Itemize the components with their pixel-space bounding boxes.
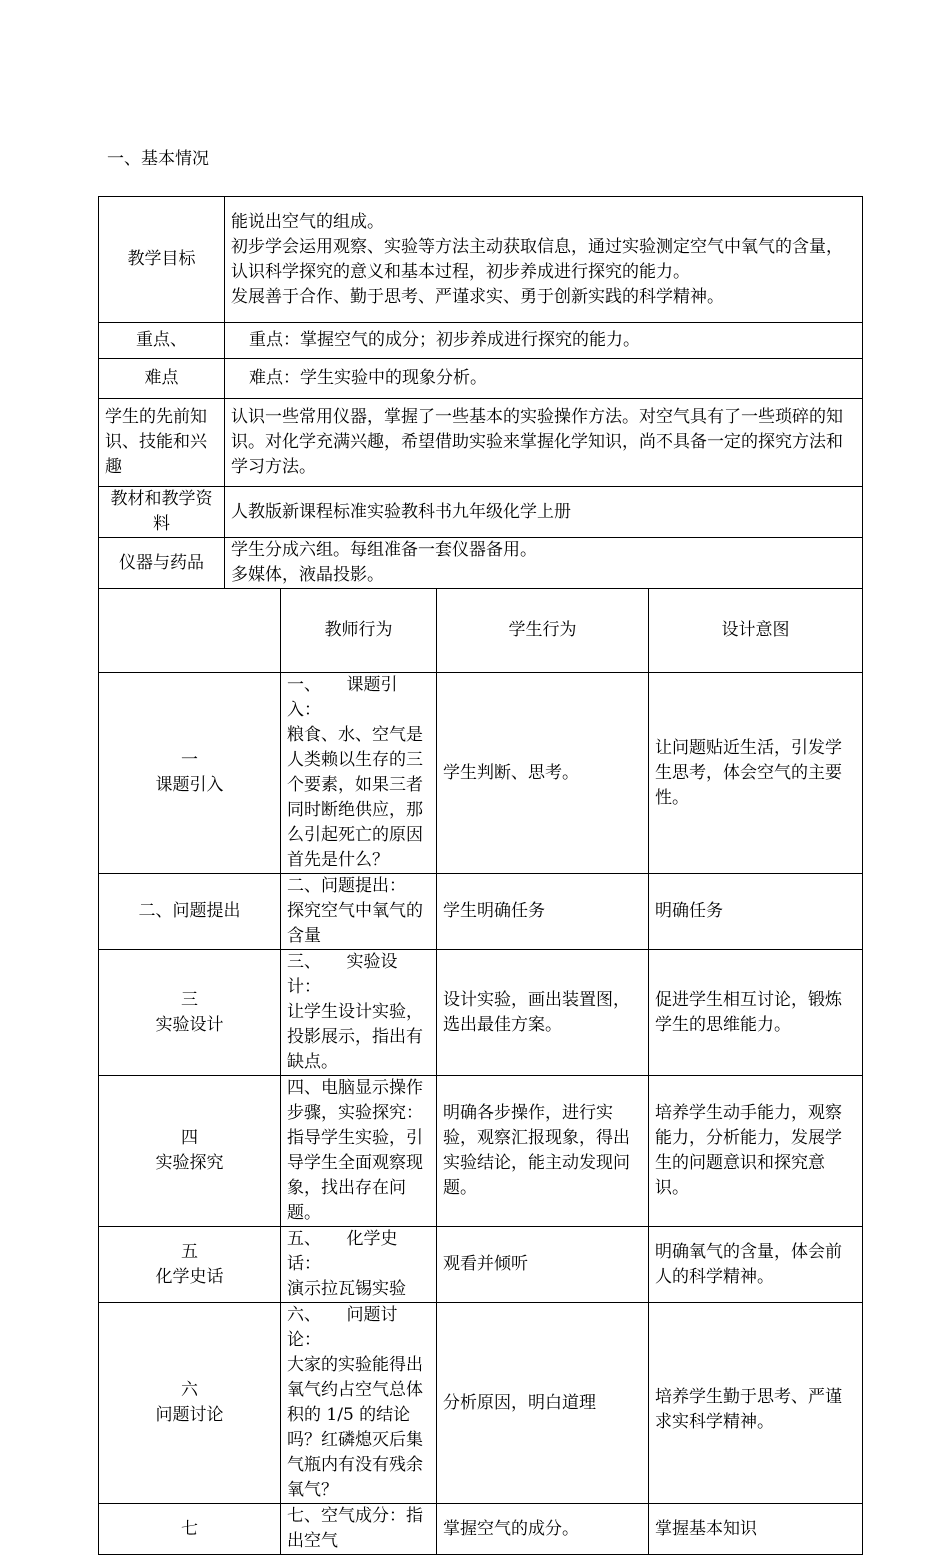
section-heading: 一、基本情况 (107, 149, 209, 169)
teacher-cell (281, 1504, 437, 1555)
stage-title: 实验设计 (155, 1014, 224, 1035)
stage-number: 五 (181, 1241, 198, 1262)
objective-line: 能说出空气的组成。 (231, 211, 384, 232)
objectives-label: 教学目标 (99, 197, 225, 323)
stage-cell (99, 1504, 281, 1555)
prior-knowledge-content: 认识一些常用仪器，掌握了一些基本的实验操作方法。对空气具有了一些琐碎的知识。对化学充满兴趣，希望借助实验来掌握化学知识，尚不具备一定的探究方法和学习方法。 (225, 399, 863, 487)
intent-cell: 培养学生动手能力，观察能力，分析能力，发展学生的问题意识和探究意识。 (649, 1076, 863, 1227)
teacher-line: 四、电脑显示操作步骤，实验探究：指导学生实验，引导学生全面观察现象，找出存在问题。 (287, 1078, 423, 1223)
teacher-cell (281, 1303, 437, 1504)
teacher-cell (281, 1076, 437, 1227)
stage-title: 实验探究 (155, 1153, 224, 1173)
stage-cell (99, 1076, 281, 1227)
materials-row (99, 487, 863, 538)
stage-header (99, 589, 281, 673)
stage-cell (99, 950, 281, 1076)
intent-cell: 明确任务 (649, 874, 863, 950)
teacher-header: 教师行为 (281, 589, 437, 673)
teacher-cell (281, 673, 437, 874)
stage-number: 四 (181, 1128, 198, 1148)
process-row (99, 874, 863, 950)
teacher-cell (281, 1227, 437, 1303)
stage-title: 课题引入 (155, 775, 224, 795)
teacher-line: 六、 问题讨论： (287, 1305, 398, 1350)
equipment-line: 多媒体，液晶投影。 (231, 565, 384, 585)
stage-title: 二、问题提出 (138, 901, 241, 921)
intent-header: 设计意图 (649, 589, 863, 673)
difficulty-label: 难点 (99, 359, 225, 399)
teacher-line: 让学生设计实验，投影展示，指出有缺点。 (287, 1002, 423, 1072)
key-point-content: 重点：掌握空气的成分；初步养成进行探究的能力。 (225, 323, 863, 359)
equipment-row (99, 538, 863, 589)
objectives-row (99, 197, 863, 323)
stage-cell (99, 874, 281, 950)
student-cell: 学生判断、思考。 (437, 673, 649, 874)
teacher-line: 探究空气中氧气的含量 (287, 901, 423, 946)
intent-cell: 让问题贴近生活，引发学生思考，体会空气的主要性。 (649, 673, 863, 874)
teacher-line: 五、 化学史话： (287, 1229, 398, 1274)
teacher-line: 三、 实验设计： (287, 952, 398, 997)
stage-number: 六 (181, 1380, 198, 1400)
difficulty-content: 难点：学生实验中的现象分析。 (225, 359, 863, 399)
teacher-line: 大家的实验能得出氧气约占空气总体积的 1/5 的结论吗？红磷熄灭后集气瓶内有没有残余氧气？ (287, 1355, 423, 1500)
stage-number: 一 (181, 750, 198, 770)
process-row (99, 673, 863, 874)
equipment-content (225, 538, 863, 589)
key-point-row (99, 323, 863, 359)
stage-title: 问题讨论 (155, 1405, 224, 1425)
stage-title: 化学史话 (155, 1266, 224, 1287)
process-header-row (99, 589, 863, 673)
stage-cell (99, 673, 281, 874)
teacher-line: 粮食、水、空气是人类赖以生存的三个要素，如果三者同时断绝供应，那么引起死亡的原因首先是什么？ (287, 725, 423, 870)
intent-cell: 促进学生相互讨论，锻炼学生的思维能力。 (649, 950, 863, 1076)
teacher-line: 演示拉瓦锡实验 (287, 1279, 406, 1299)
prior-knowledge-row (99, 399, 863, 487)
intent-cell: 掌握基本知识 (649, 1504, 863, 1555)
process-row (99, 1303, 863, 1504)
materials-content: 人教版新课程标准实验教科书九年级化学上册 (225, 487, 863, 538)
student-cell: 分析原因，明白道理 (437, 1303, 649, 1504)
difficulty-row (99, 359, 863, 399)
process-row (99, 1227, 863, 1303)
objective-line: 发展善于合作、勤于思考、严谨求实、勇于创新实践的科学精神。 (231, 286, 724, 307)
teacher-cell (281, 950, 437, 1076)
objectives-content (225, 197, 863, 323)
teacher-cell (281, 874, 437, 950)
lesson-plan-table (98, 196, 863, 1555)
stage-number: 七 (181, 1518, 198, 1539)
teacher-line: 一、 课题引入： (287, 675, 398, 720)
equipment-label: 仪器与药品 (99, 538, 225, 589)
student-cell: 明确各步操作，进行实验，观察汇报现象，得出实验结论，能主动发现问题。 (437, 1076, 649, 1227)
student-cell: 掌握空气的成分。 (437, 1504, 649, 1555)
process-row (99, 1504, 863, 1555)
stage-cell (99, 1303, 281, 1504)
objective-line: 初步学会运用观察、实验等方法主动获取信息，通过实验测定空气中氧气的含量，认识科学探究的意义和基本过程，初步养成进行探究的能力。 (231, 236, 843, 282)
key-point-label: 重点、 (99, 323, 225, 359)
teacher-line: 七、空气成分：指出空气 (287, 1506, 423, 1551)
teacher-line: 二、问题提出： (287, 876, 406, 896)
student-cell: 学生明确任务 (437, 874, 649, 950)
prior-knowledge-label: 学生的先前知识、技能和兴趣 (99, 399, 225, 487)
student-header: 学生行为 (437, 589, 649, 673)
materials-label: 教材和教学资料 (99, 487, 225, 538)
student-cell: 观看并倾听 (437, 1227, 649, 1303)
intent-cell: 明确氧气的含量，体会前人的科学精神。 (649, 1227, 863, 1303)
process-row (99, 1076, 863, 1227)
stage-number: 三 (181, 989, 198, 1010)
intent-cell: 培养学生勤于思考、严谨求实科学精神。 (649, 1303, 863, 1504)
student-cell: 设计实验，画出装置图，选出最佳方案。 (437, 950, 649, 1076)
process-row (99, 950, 863, 1076)
stage-cell (99, 1227, 281, 1303)
equipment-line: 学生分成六组。每组准备一套仪器备用。 (231, 540, 537, 560)
